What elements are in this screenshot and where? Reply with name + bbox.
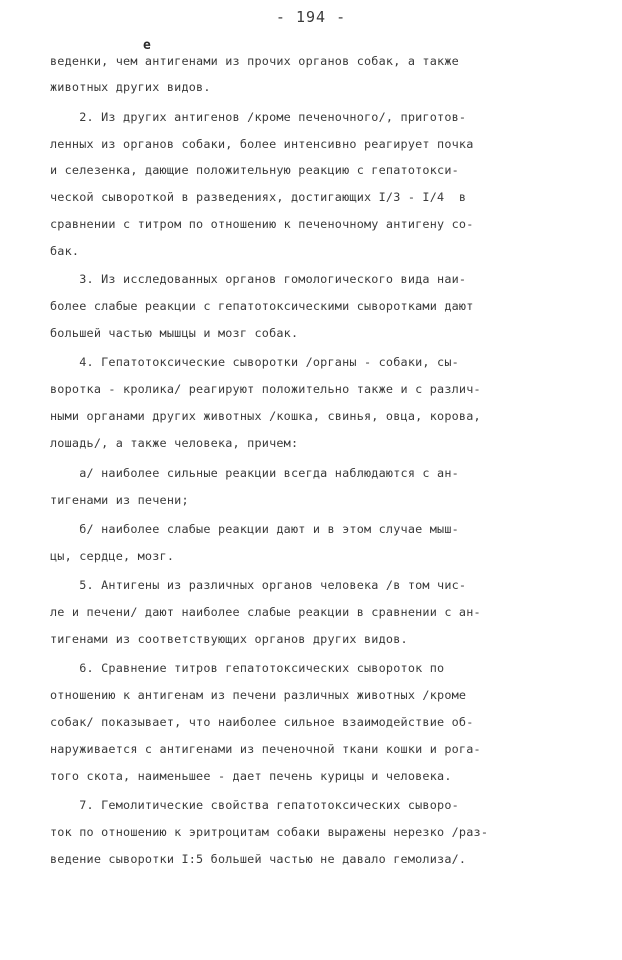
text-line: 3. Из исследованных органов гомологического вида наи-	[50, 272, 467, 286]
text-line: большей частью мышцы и мозг собак.	[50, 326, 299, 340]
text-line: а/ наиболее сильные реакции всегда наблюдаются с ан-	[50, 466, 459, 480]
page-number: - 194 -	[275, 8, 347, 26]
text-line: ческой сывороткой в разведениях, достигающих I/3 - I/4 в	[50, 190, 467, 204]
text-line: 5. Антигены из различных органов человека /в том чис-	[50, 578, 467, 592]
text-line: 6. Сравнение титров гепатотоксических сывороток по	[50, 661, 445, 675]
text-line: 2. Из других антигенов /кроме печеночного/, приготов-	[50, 110, 467, 124]
text-line: лошадь/, а также человека, причем:	[50, 436, 299, 450]
handwritten-correction: е	[143, 38, 151, 53]
text-line: ведение сыворотки I:5 большей частью не давало гемолиза/.	[50, 852, 467, 866]
text-line: животных других видов.	[50, 80, 211, 94]
text-line: 7. Гемолитические свойства гепатотоксических сыворо-	[50, 798, 459, 812]
text-line: собак/ показывает, что наиболее сильное взаимодействие об-	[50, 715, 474, 729]
text-line: 4. Гепатотоксические сыворотки /органы - собаки, сы-	[50, 355, 459, 369]
text-line: воротка - кролика/ реагируют положительно также и с различ-	[50, 382, 481, 396]
text-line: ток по отношению к эритроцитам собаки выражены нерезко /раз-	[50, 825, 489, 839]
text-line: тигенами из печени;	[50, 493, 189, 507]
text-line: ле и печени/ дают наиболее слабые реакции в сравнении с ан-	[50, 605, 481, 619]
text-line: более слабые реакции с гепатотоксическими сыворотками дают	[50, 299, 474, 313]
text-line: цы, сердце, мозг.	[50, 549, 175, 563]
text-line: наруживается с антигенами из печеночной ткани кошки и рога-	[50, 742, 481, 756]
text-line: б/ наиболее слабые реакции дают и в этом случае мыш-	[50, 522, 459, 536]
text-line: того скота, наименьшее - дает печень курицы и человека.	[50, 769, 452, 783]
text-line: ленных из органов собаки, более интенсивно реагирует почка	[50, 137, 474, 151]
text-line: веденки, чем антигенами из прочих органов собак, а также	[50, 54, 459, 68]
text-line: и селезенка, дающие положительную реакцию с гепатотокси-	[50, 163, 459, 177]
text-line: тигенами из соответствующих органов других видов.	[50, 632, 408, 646]
text-line: бак.	[50, 244, 80, 258]
text-line: сравнении с титром по отношению к печеночному антигену со-	[50, 217, 474, 231]
text-line: ными органами других животных /кошка, свинья, овца, корова,	[50, 409, 481, 423]
text-line: отношению к антигенам из печени различных животных /кроме	[50, 688, 467, 702]
